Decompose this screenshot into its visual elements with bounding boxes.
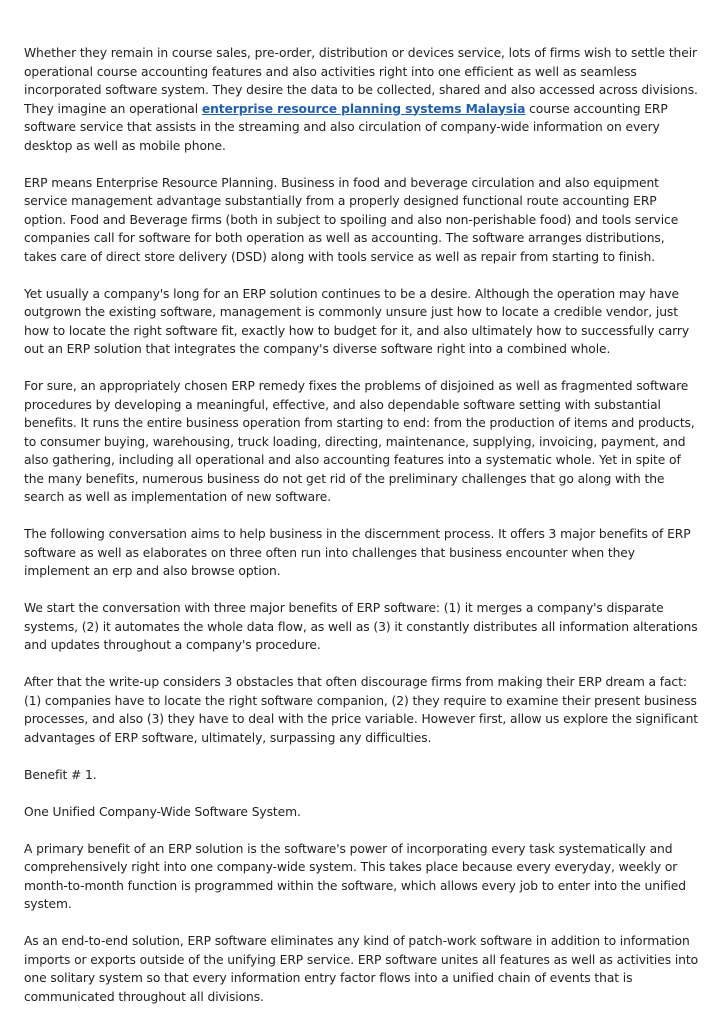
- paragraph-obstacles-overview: After that the write-up considers 3 obstacles that often discourage firms from making their ERP dream a fact: (1) companies have to locate the right software companion, (2) they require to examine their present business processes, and also (3) they have to deal with the price variable. However first, allow us explore the significant advantages of ERP software, ultimately, surpassing any difficulties.: [24, 675, 698, 745]
- paragraph-erp-meaning: ERP means Enterprise Resource Planning. Business in food and beverage circulation and also equipment service management advantage substantially from a properly designed functional route accounting ERP option. Food and Beverage firms (both in subject to spoiling and also non-perishable food) and tools service companies call for software for both operation as well as accounting. The software arranges distributions, takes care of direct store delivery (DSD) along with tools service as well as repair from starting to finish.: [24, 175, 679, 264]
- paragraph-unified-system: A primary benefit of an ERP solution is the software's power of incorporating every task systematically and comprehensively right into one company-wide system. This takes place because every everyday, weekly or month-to-month function is programmed within the software, which allows every job to enter into the unified system.: [24, 841, 686, 911]
- article-body: [24, 44, 700, 1025]
- paragraph-intro-before: Whether they remain in course sales, pre-order, distribution or devices service, lots of firms wish to settle their operational course accounting features and also activities right into one efficient as well as seamless incorporated software system. They desire the data to be collected, shared and also accessed across divisions. They imagine an operational: [24, 46, 698, 116]
- paragraph-benefits-overview: We start the conversation with three major benefits of ERP software: (1) it merges a company's disparate systems, (2) it automates the whole data flow, as well as (3) it constantly distributes all information alterations and updates throughout a company's procedure.: [24, 601, 698, 652]
- erp-malaysia-link[interactable]: enterprise resource planning systems Malaysia: [201, 101, 526, 116]
- benefit-heading: Benefit # 1.: [24, 767, 97, 782]
- paragraph-intro: [24, 44, 700, 155]
- paragraph-discernment: The following conversation aims to help business in the discernment process. It offers 3 major benefits of ERP software as well as elaborates on three often run into challenges that business encounter when they implement an erp and also browse option.: [24, 527, 691, 578]
- paragraph-erp-remedy: For sure, an appropriately chosen ERP remedy fixes the problems of disjoined as well as fragmented software procedures by developing a meaningful, effective, and also dependable software setting with substantial benefits. It runs the entire business operation from starting to end: from the production of items and products, to consumer buying, warehousing, truck loading, directing, maintenance, supplying, invoicing, payment, and also gathering, including all operational and also accounting features into a systematic whole. Yet in spite of the many benefits, numerous business do not get rid of the preliminary challenges that go along with the search as well as implementation of new software.: [24, 379, 695, 504]
- benefit-title: One Unified Company-Wide Software System.: [24, 804, 301, 819]
- paragraph-erp-desire: Yet usually a company's long for an ERP solution continues to be a desire. Although the operation may have outgrown the existing software, management is commonly unsure just how to locate a credible vendor, just how to locate the right software fit, exactly how to budget for it, and also ultimately how to successfully carry out an ERP solution that integrates the company's diverse software right into a combined whole.: [24, 286, 690, 356]
- paragraph-end-to-end: As an end-to-end solution, ERP software eliminates any kind of patch-work software in addition to information imports or exports outside of the unifying ERP service. ERP software unites all features as well as activities into one solitary system so that every information entry factor flows into a unified chain of events that is communicated throughout all divisions.: [24, 934, 698, 1004]
- paragraph-intro-after: course accounting ERP software service that assists in the streaming and also circulation of company-wide information on every desktop as well as mobile phone.: [24, 101, 668, 153]
